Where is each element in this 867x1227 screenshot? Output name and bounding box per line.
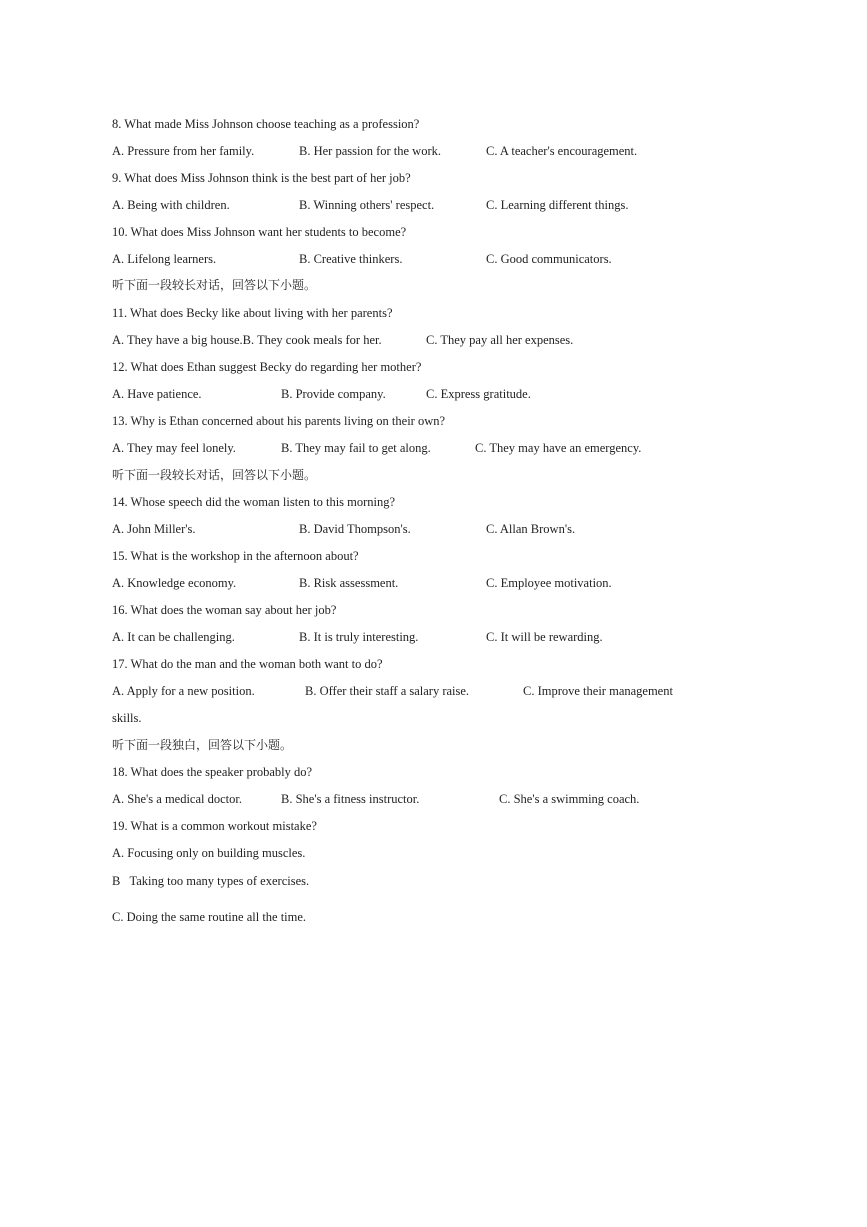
question-16-option-a: A. It can be challenging. <box>112 630 235 644</box>
question-19-option-b: B Taking too many types of exercises. <box>112 874 310 888</box>
question-8-option-b: B. Her passion for the work. <box>299 144 441 158</box>
question-18-option-c: C. She's a swimming coach. <box>499 792 640 806</box>
question-13-option-b: B. They may fail to get along. <box>281 441 431 455</box>
question-18-option-a: A. She's a medical doctor. <box>112 792 242 806</box>
question-14-option-b: B. David Thompson's. <box>299 522 411 536</box>
question-10-stem: 10. What does Miss Johnson want her students to become? <box>112 225 407 239</box>
section-instruction-3: 听下面一段独白，回答以下小题。 <box>112 738 293 752</box>
question-15-stem: 15. What is the workshop in the afternoon about? <box>112 549 359 563</box>
question-13-stem: 13. Why is Ethan concerned about his parents living on their own? <box>112 414 446 428</box>
question-14-option-a: A. John Miller's. <box>112 522 196 536</box>
question-17-option-a: A. Apply for a new position. <box>112 684 255 698</box>
question-11-stem: 11. What does Becky like about living with her parents? <box>112 306 393 320</box>
question-8-option-a: A. Pressure from her family. <box>112 144 255 158</box>
question-14-stem: 14. Whose speech did the woman listen to this morning? <box>112 495 396 509</box>
question-13-option-c: C. They may have an emergency. <box>475 441 642 455</box>
question-17-option-b: B. Offer their staff a salary raise. <box>305 684 470 698</box>
question-16-option-b: B. It is truly interesting. <box>299 630 419 644</box>
question-16-stem: 16. What does the woman say about her job? <box>112 603 337 617</box>
question-19-stem: 19. What is a common workout mistake? <box>112 819 317 833</box>
question-15-option-c: C. Employee motivation. <box>486 576 612 590</box>
question-10-option-c: C. Good communicators. <box>486 252 612 266</box>
question-9-stem: 9. What does Miss Johnson think is the best part of her job? <box>112 171 411 185</box>
question-8-stem: 8. What made Miss Johnson choose teaching as a profession? <box>112 117 420 131</box>
question-18-stem: 18. What does the speaker probably do? <box>112 765 313 779</box>
question-9-option-a: A. Being with children. <box>112 198 230 212</box>
question-15-option-a: A. Knowledge economy. <box>112 576 237 590</box>
question-10-option-b: B. Creative thinkers. <box>299 252 403 266</box>
question-19-option-a: A. Focusing only on building muscles. <box>112 846 306 860</box>
question-15-option-b: B. Risk assessment. <box>299 576 399 590</box>
question-11-option-c: C. They pay all her expenses. <box>426 333 574 347</box>
question-17-option-c-continued: skills. <box>112 711 142 725</box>
question-19-option-c: C. Doing the same routine all the time. <box>112 910 307 924</box>
question-13-option-a: A. They may feel lonely. <box>112 441 236 455</box>
section-instruction-1: 听下面一段较长对话，回答以下小题。 <box>112 278 317 292</box>
question-11-option-ab: A. They have a big house.B. They cook meals for her. <box>112 333 382 347</box>
question-9-option-c: C. Learning different things. <box>486 198 629 212</box>
question-17-option-c: C. Improve their management <box>523 684 673 698</box>
question-12-stem: 12. What does Ethan suggest Becky do regarding her mother? <box>112 360 422 374</box>
question-17-stem: 17. What do the man and the woman both want to do? <box>112 657 383 671</box>
section-instruction-2: 听下面一段较长对话，回答以下小题。 <box>112 468 317 482</box>
question-12-option-b: B. Provide company. <box>281 387 386 401</box>
question-8-option-c: C. A teacher's encouragement. <box>486 144 638 158</box>
question-12-option-a: A. Have patience. <box>112 387 202 401</box>
question-12-option-c: C. Express gratitude. <box>426 387 531 401</box>
question-9-option-b: B. Winning others' respect. <box>299 198 435 212</box>
question-16-option-c: C. It will be rewarding. <box>486 630 603 644</box>
question-14-option-c: C. Allan Brown's. <box>486 522 576 536</box>
question-10-option-a: A. Lifelong learners. <box>112 252 217 266</box>
question-18-option-b: B. She's a fitness instructor. <box>281 792 420 806</box>
